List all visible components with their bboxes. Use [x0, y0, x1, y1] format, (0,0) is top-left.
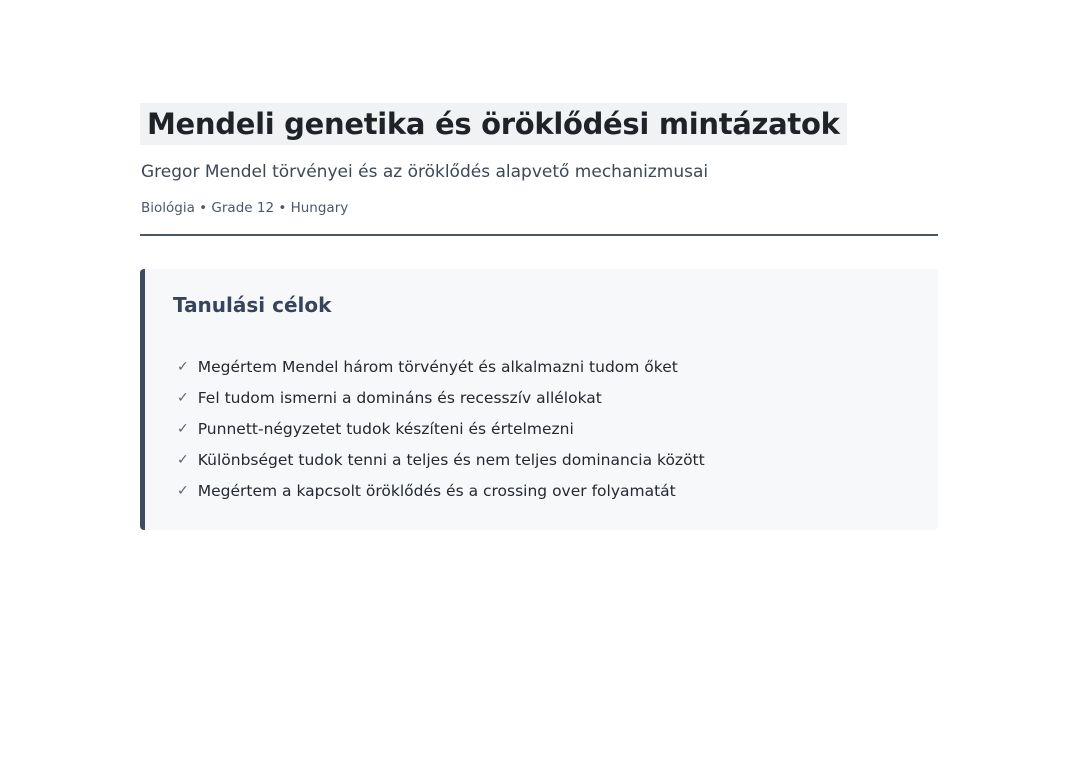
objective-label: Megértem Mendel három törvényét és alkalmazni tudom őket: [197, 358, 678, 376]
objective-label: Punnett-négyzetet tudok készíteni és értelmezni: [197, 420, 574, 438]
list-item: [177, 452, 908, 469]
objective-label: Különbséget tudok tenni a teljes és nem teljes dominancia között: [197, 451, 705, 469]
objective-label: Megértem a kapcsolt öröklődés és a crossing over folyamatát: [197, 482, 676, 500]
check-icon: ✓: [177, 359, 189, 375]
list-item: [177, 421, 908, 438]
objectives-card: [140, 269, 938, 530]
list-item: [177, 390, 908, 407]
divider: [140, 234, 938, 236]
page-title-text: Mendeli genetika és öröklődési mintázatok: [140, 103, 847, 145]
page-subtitle: Gregor Mendel törvényei és az öröklődés alapvető mechanizmusai: [141, 162, 709, 182]
objectives-list: [173, 359, 908, 500]
page-title: [140, 103, 938, 145]
list-item: [177, 359, 908, 376]
check-icon: ✓: [177, 421, 189, 437]
list-item: [177, 483, 908, 500]
objective-label: Fel tudom ismerni a domináns és recesszív allélokat: [197, 389, 602, 407]
check-icon: ✓: [177, 390, 189, 406]
check-icon: ✓: [177, 483, 189, 499]
page-meta: Biológia • Grade 12 • Hungary: [141, 200, 349, 216]
objectives-heading: Tanulási célok: [173, 293, 332, 317]
check-icon: ✓: [177, 452, 189, 468]
lesson-document: [140, 0, 938, 530]
